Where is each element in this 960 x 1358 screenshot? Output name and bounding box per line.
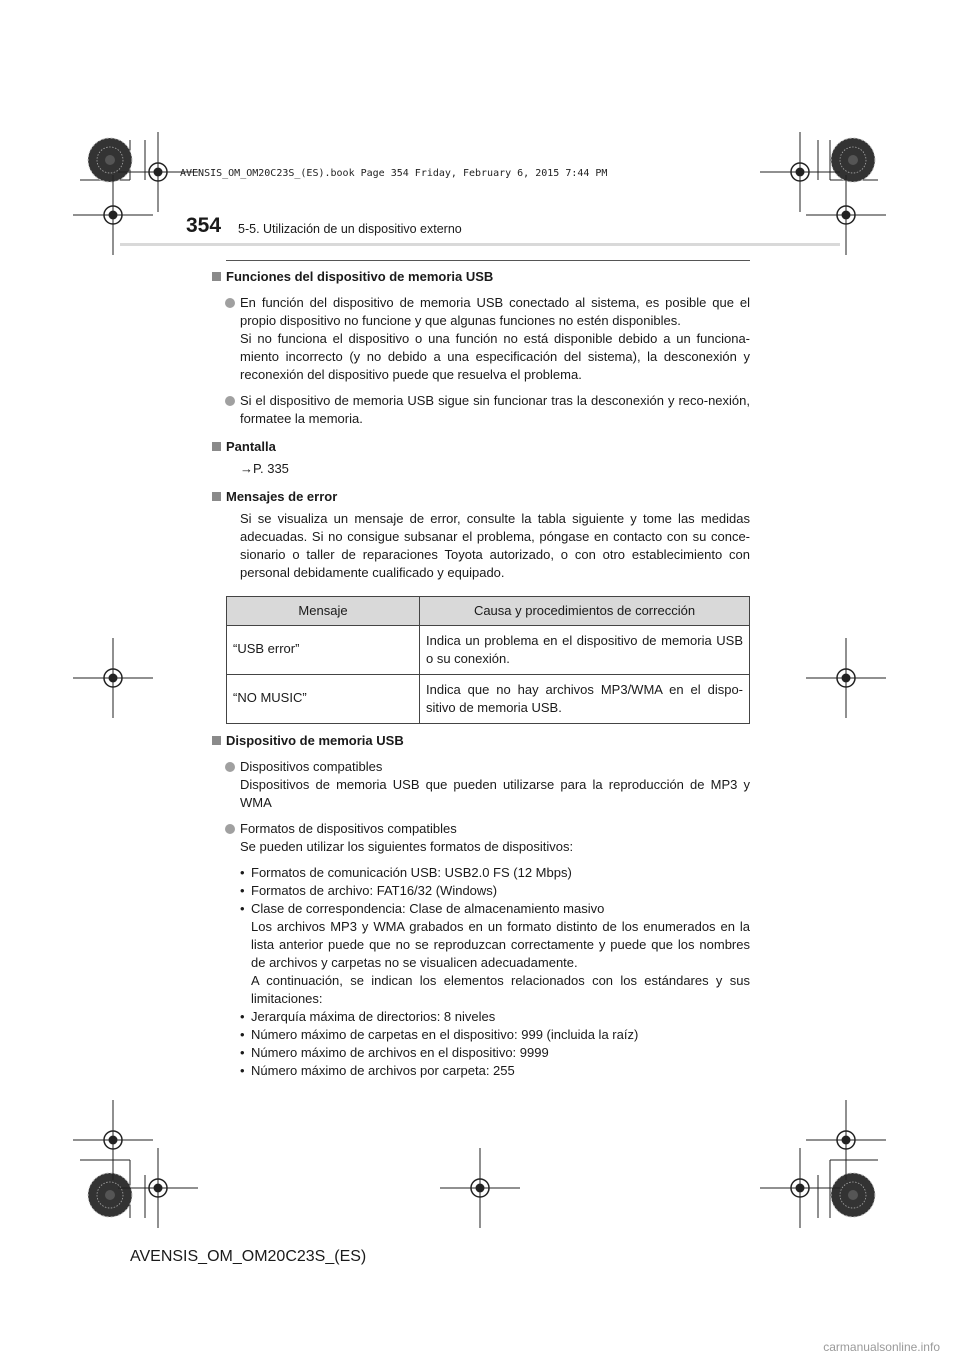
table-row: “USB error” Indica un problema en el dispositivo de memoria USB o su conexión.	[227, 626, 750, 675]
list-item: • Formatos de comunicación USB: USB2.0 FS (12 Mbps)	[240, 864, 750, 882]
table-header-message: Mensaje	[227, 597, 420, 626]
registration-star-icon	[831, 138, 875, 182]
list-item: • Clase de correspondencia: Clase de almacenamiento masivo Los archivos MP3 y WMA grabados en un formato distinto de los enumerados en la lista anterior puede que no se reproduzcan correctamente y puede que los nombres de archivos y carpetas no se visualicen adecuadamente. A continuación, se indican los elementos relacionados con los estándares y sus limitaciones:	[240, 900, 750, 1008]
square-bullet-icon	[212, 492, 221, 501]
table-header-cause: Causa y procedimientos de corrección	[420, 597, 750, 626]
section-title: 5-5. Utilización de un dispositivo externo	[238, 222, 462, 236]
content-rule	[226, 260, 750, 261]
registration-star-icon	[831, 1173, 875, 1217]
errors-intro: Si se visualiza un mensaje de error, consulte la tabla siguiente y tome las medidas adecuadas. Si no consigue subsanar el problema, póngase en contacto con su conce-sionario o taller de reparaciones Toyota autorizado, o con otro establecimiento con personal debidamente cualificado y equipado.	[240, 511, 750, 580]
registration-star-icon	[88, 1173, 132, 1217]
round-bullet-icon	[225, 824, 235, 834]
list-item: Formatos de dispositivos compatibles Se pueden utilizar los siguientes formatos de dispositivos:	[210, 820, 750, 856]
heading-errors: Mensajes de error	[210, 488, 750, 506]
list-item: • Número máximo de archivos en el dispositivo: 9999	[240, 1044, 750, 1062]
square-bullet-icon	[212, 442, 221, 451]
error-table	[226, 596, 750, 724]
list-item: Dispositivos compatibles Dispositivos de memoria USB que pueden utilizarse para la reproducción de MP3 y WMA	[210, 758, 750, 812]
round-bullet-icon	[225, 396, 235, 406]
heading-screen: Pantalla	[210, 438, 750, 456]
heading-usb-device: Dispositivo de memoria USB	[210, 732, 750, 750]
page-content	[210, 268, 750, 1080]
registration-star-icon	[88, 138, 132, 182]
watermark: carmanualsonline.info	[823, 1340, 940, 1354]
list-item: • Número máximo de carpetas en el dispositivo: 999 (incluida la raíz)	[240, 1026, 750, 1044]
square-bullet-icon	[212, 736, 221, 745]
heading-usb-functions: Funciones del dispositivo de memoria USB	[210, 268, 750, 286]
table-row: “NO MUSIC” Indica que no hay archivos MP3/WMA en el dispo-sitivo de memoria USB.	[227, 675, 750, 724]
header-rule	[120, 243, 840, 246]
list-item: • Número máximo de archivos por carpeta: 255	[240, 1062, 750, 1080]
format-list	[210, 864, 750, 1080]
round-bullet-icon	[225, 298, 235, 308]
list-item: • Jerarquía máxima de directorios: 8 niveles	[240, 1008, 750, 1026]
page-number: 354	[186, 214, 222, 237]
list-item: Si el dispositivo de memoria USB sigue sin funcionar tras la desconexión y reco-nexión, formatee la memoria.	[210, 392, 750, 428]
round-bullet-icon	[225, 762, 235, 772]
document-code: AVENSIS_OM_OM20C23S_(ES)	[130, 1248, 367, 1265]
book-stamp: AVENSIS_OM_OM20C23S_(ES).book Page 354 Friday, February 6, 2015 7:44 PM	[180, 168, 608, 179]
list-item: • Formatos de archivo: FAT16/32 (Windows)	[240, 882, 750, 900]
list-item: En función del dispositivo de memoria USB conectado al sistema, es posible que el propio dispositivo no funcione y que algunas funciones no estén disponibles. Si no funciona el dispositivo o una función no está disponible debido a un funciona-miento incorrecto (y no debido a una especificación del sistema), la desconexión y reconexión del dispositivo puede que resuelva el problema.	[210, 294, 750, 384]
square-bullet-icon	[212, 272, 221, 281]
page-reference: →P. 335	[240, 461, 289, 476]
